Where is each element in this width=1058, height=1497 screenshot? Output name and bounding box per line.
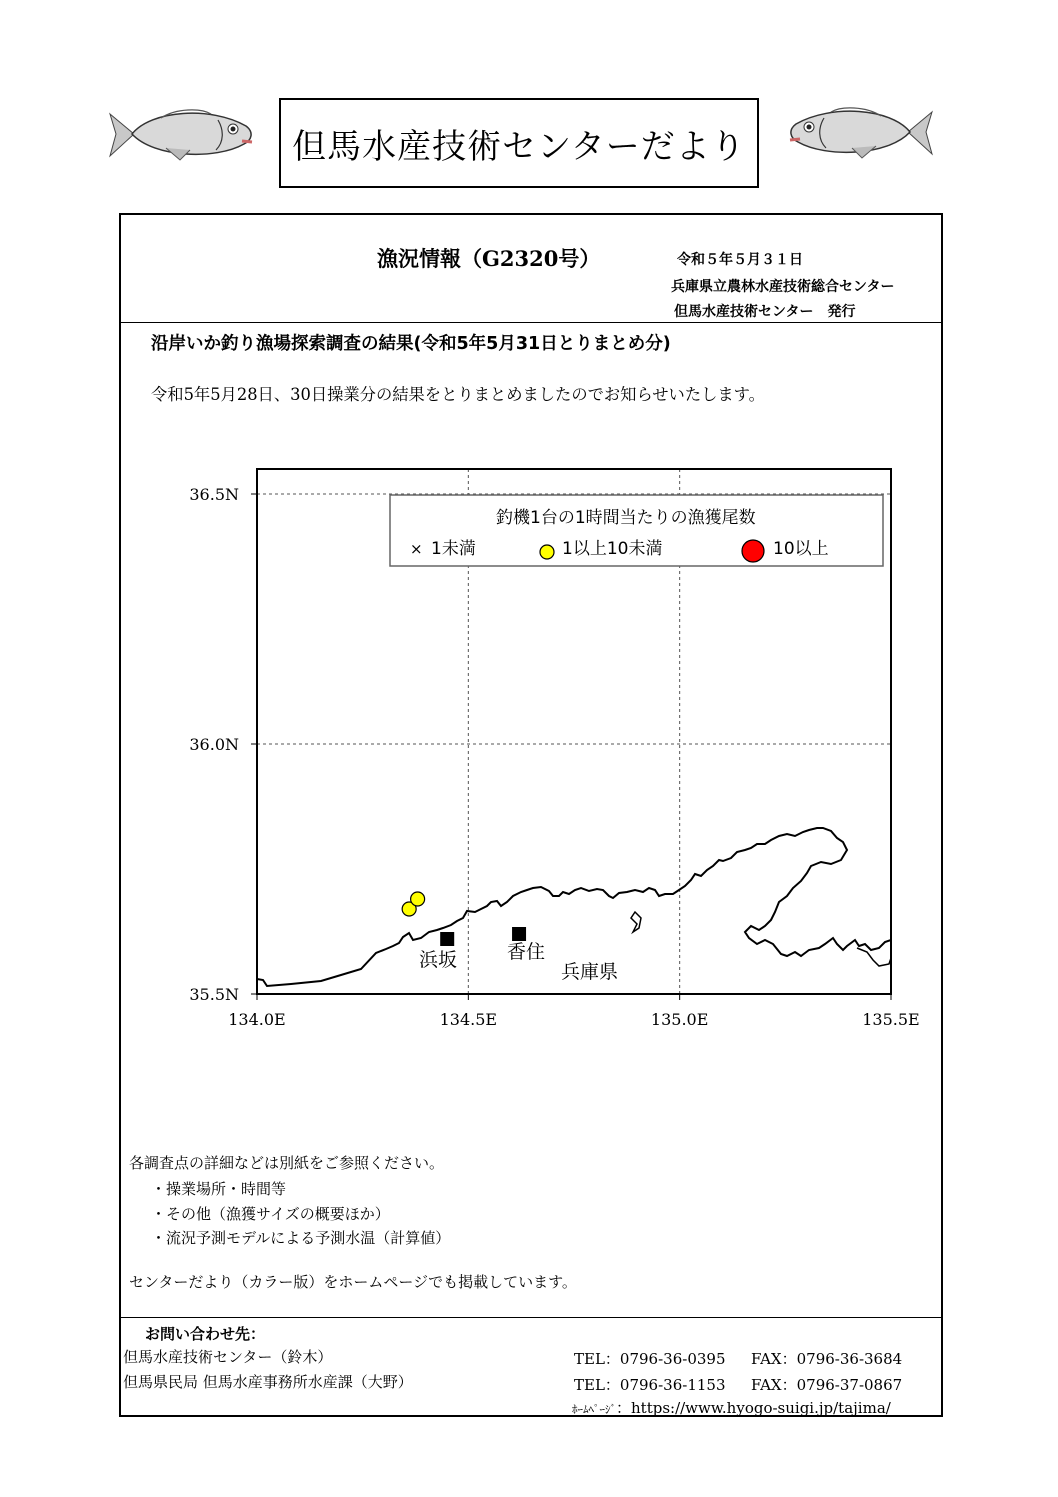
legend-label-under-1: 1未満 xyxy=(431,539,476,559)
island xyxy=(857,948,891,966)
lon-tick-label: 134.0E xyxy=(228,1010,286,1029)
contact-tel-1: TEL：0796-36-0395 xyxy=(574,1350,726,1368)
article-heading: 沿岸いか釣り漁場探索調査の結果(令和5年5月31日とりまとめ分) xyxy=(151,334,671,354)
port-marker-square-icon xyxy=(440,932,454,946)
fish-right-illustration xyxy=(786,102,936,164)
lon-tick-label: 134.5E xyxy=(439,1010,498,1029)
homepage-link[interactable]: ：https://www.hyogo-suigi.jp/tajima/ xyxy=(616,1399,891,1417)
place-label-kasumi: 香住 xyxy=(507,941,546,963)
port-marker-square-icon xyxy=(512,927,526,941)
legend-label-1-to-10: 1以上10未満 xyxy=(562,539,663,559)
legend-cross-icon: × xyxy=(410,540,423,558)
legend-red-circle-icon xyxy=(742,540,764,562)
homepage-label: ﾎｰﾑﾍﾟｰｼﾞ xyxy=(572,1403,616,1416)
map-legend xyxy=(390,495,883,566)
legend-yellow-circle-icon xyxy=(540,545,554,559)
place-label-hamasaka: 浜坂 xyxy=(419,949,458,971)
contact-fax-2: FAX：0796-37-0867 xyxy=(751,1376,903,1394)
legend-title: 釣機1台の1時間当たりの漁獲尾数 xyxy=(496,508,756,528)
notes-item-2: ・その他（漁獲サイズの概要ほか） xyxy=(151,1205,390,1223)
header-divider xyxy=(121,322,941,323)
issue-title: 漁況情報（G2320号） xyxy=(377,246,601,271)
publisher-line-1: 兵庫県立農林水産技術総合センター xyxy=(671,279,895,295)
notes-item-3: ・流況予測モデルによる予測水温（計算値） xyxy=(151,1229,451,1247)
contact-name-2: 但馬県民局 但馬水産事務所水産課（大野） xyxy=(123,1373,413,1391)
lat-tick-label: 36.0N xyxy=(189,735,239,754)
legend-label-10-plus: 10以上 xyxy=(773,539,829,559)
lon-tick-label: 135.5E xyxy=(862,1010,920,1029)
contact-divider xyxy=(121,1317,941,1318)
newsletter-frame xyxy=(119,213,943,1417)
lon-tick-label: 135.0E xyxy=(650,1010,709,1029)
contact-tel-2: TEL：0796-36-1153 xyxy=(574,1376,726,1394)
catch-points xyxy=(402,892,424,916)
notes-intro: 各調査点の詳細などは別紙をご参照ください。 xyxy=(129,1154,445,1172)
longitude-labels xyxy=(228,994,919,1029)
contact-heading: お問い合わせ先： xyxy=(145,1325,266,1343)
article-intro: 令和5年5月28日、30日操業分の結果をとりまとめましたのでお知らせいたします。 xyxy=(151,385,765,404)
bay-inlet xyxy=(631,912,641,932)
fish-left-illustration xyxy=(106,104,256,164)
notes-item-1: ・操業場所・時間等 xyxy=(151,1180,287,1198)
fishing-ground-map xyxy=(161,460,921,1040)
homepage-line xyxy=(572,1397,891,1418)
banner-title: 但馬水産技術センターだより xyxy=(292,126,746,167)
publisher-line-2: 但馬水産技術センター 発行 xyxy=(674,304,856,320)
contact-name-1: 但馬水産技術センター（鈴木） xyxy=(123,1348,333,1366)
website-note: センターだより（カラー版）をホームページでも掲載しています。 xyxy=(129,1273,577,1291)
lat-tick-label: 36.5N xyxy=(189,485,239,504)
place-label-hyogo: 兵庫県 xyxy=(561,961,619,983)
banner-title-box xyxy=(279,98,759,188)
issue-date: 令和５年５月３１日 xyxy=(677,252,803,268)
contact-fax-1: FAX：0796-36-3684 xyxy=(751,1350,903,1368)
lat-tick-label: 35.5N xyxy=(189,985,239,1004)
catch-point-circle xyxy=(411,892,425,906)
latitude-labels xyxy=(189,485,257,1004)
